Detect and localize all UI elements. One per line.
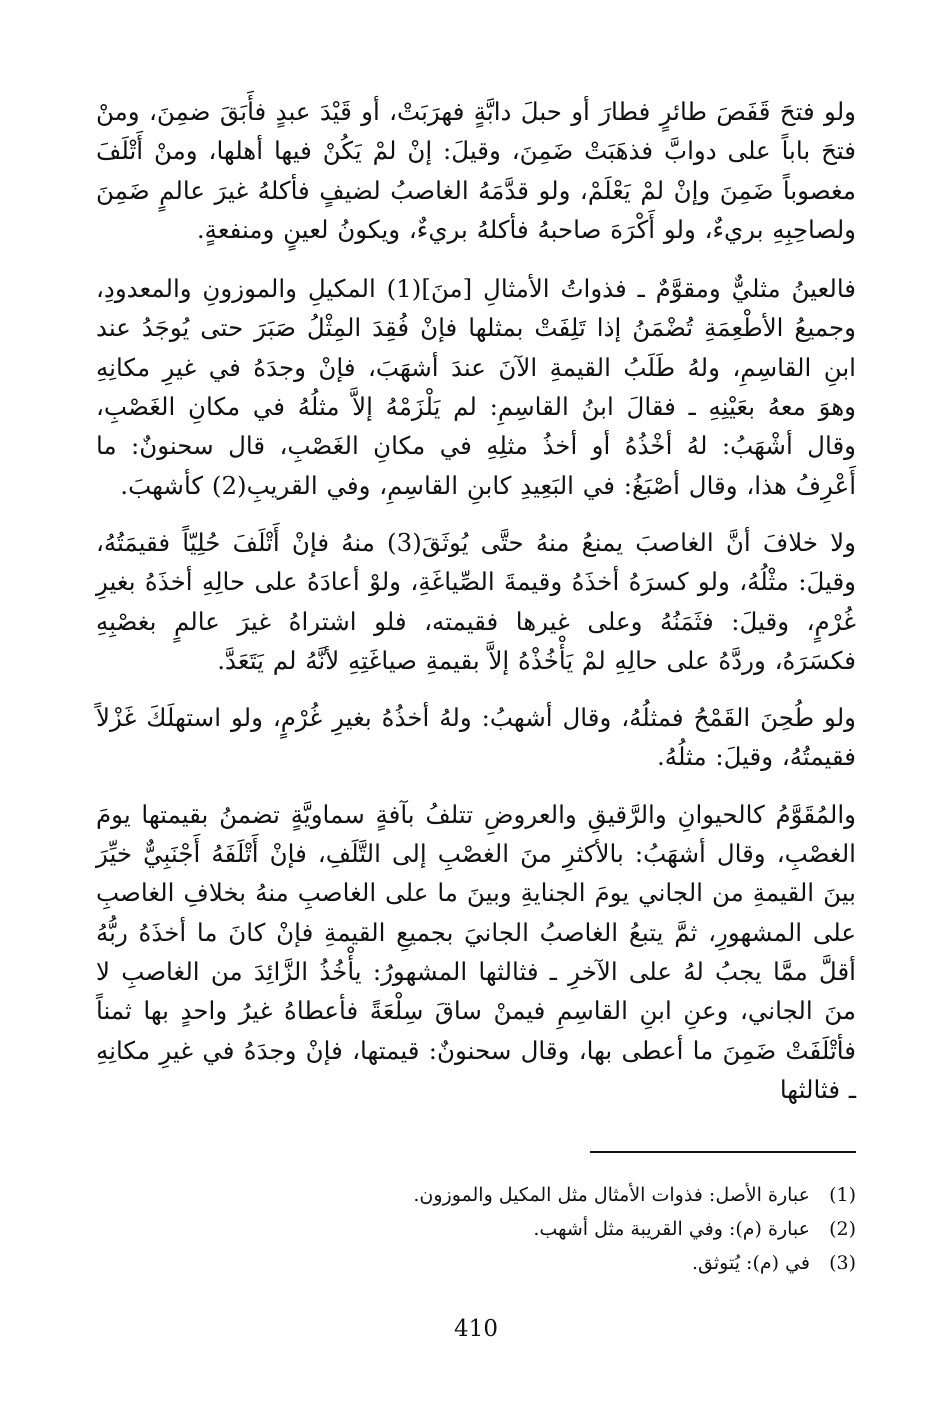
footnote-1 bbox=[300, 1178, 856, 1212]
page-number: 410 bbox=[454, 1316, 498, 1342]
paragraph-1: ولو فتحَ قَفَصَ طائرٍ فطارَ أو حبلَ دابَّةٍ فهرَبَتْ، أو قَيْدَ عبدٍ فأَبَقَ ضمِنَ، ومنْ فتحَ باباً على دوابَّ فذهَبَتْ ضَمِنَ، وقيلَ: إنْ لمْ يَكُنْ فيها أهلها، ومنْ أَتْلَفَ مغصوباً ضَمِنَ وإنْ لمْ يَعْلَمْ، ولو قدَّمَهُ الغاصبُ لضيفٍ فأكلهُ غيرَ عالمٍ ضَمِنَ ولصاحِبِهِ بريءٌ، ولو أَكْرَهَ صاحبهُ فأكلهُ بريءٌ، ويكونُ لعينٍ ومنفعةٍ. bbox=[96, 97, 856, 244]
footnote-text: في (م): يُتوثق. bbox=[692, 1252, 810, 1274]
footnote-number: (1) bbox=[829, 1184, 856, 1206]
paragraph-2: فالعينُ مثليٌّ ومقوَّمٌ ـ فذواتُ الأمثالِ [منَ](1) المكيلِ والموزونِ والمعدودِ، وجميعُ الأطْعِمَةِ تُضْمَنُ إذا تَلِفَتْ بمثلها فإنْ فُقِدَ المِثْلُ صَبَرَ حتى يُوجَدُ عند ابنِ القاسِمِ، ولهُ طَلَبُ القيمةِ الآنَ عندَ أشهَبَ، فإنْ وجدَهُ في غيرِ مكانِهِ وهوَ معهُ بعَيْنِهِ ـ فقالَ ابنُ القاسِمِ: لم يَلْزَمْهُ إلاَّ مثلُهُ في مكانِ الغَصْبِ، وقال أشْهَبُ: لهُ أخْذُهُ أو أخذُ مثلِهِ في مكانِ الغَصْبِ، قال سحنونٌ: ما أَعْرِفُ هذا، وقال أصْبَغُ: في البَعِيدِ كابنِ القاسِمِ، وفي القريبِ(2) كأشهبَ. bbox=[96, 274, 856, 500]
paragraph-4: ولو طُحِنَ القَمْحُ فمثلُهُ، وقال أشهبُ: ولهُ أخذُهُ بغيرِ غُرْمٍ، ولو استهلَكَ غَزْلاً فقيمتُهُ، وقيلَ: مثلُهُ. bbox=[96, 703, 856, 772]
paragraph-5: والمُقَوَّمُ كالحيوانِ والرَّقيقِ والعروضِ تتلفُ بآفةٍ سماويَّةٍ تضمنُ بقيمتها يومَ الغصْبِ، وقال أشهَبُ: بالأكثرِ منَ الغصْبِ إلى التَّلَفِ، فإنْ أَتْلَفَهُ أَجْنَبِيٌّ خيِّرَ بينَ القيمةِ من الجاني يومَ الجنايةِ وبينَ ما على الغاصبِ منهُ بخلافِ الغاصبِ على المشهورِ، ثمَّ يتبعُ الغاصبُ الجانيَ بجميعِ القيمةِ فإنْ كانَ ما أخذَهُ ربُّهُ أقلَّ ممَّا يجبُ لهُ على الآخرِ ـ فثالثها المشهورُ: يأْخُذُ الزَّائِدَ من الغاصبِ لا منَ الجاني، وعنِ ابنِ القاسِمِ فيمنْ ساقَ سِلْعَةً فأعطاهُ غيرُ واحدٍ بها ثمناً فأتْلَفَتْ ضَمِنَ ما أعطى بها، وقال سحنونٌ: قيمتها، فإنْ وجدَهُ في غيرِ مكانِهِ ـ فثالثها bbox=[96, 799, 856, 1104]
main-text bbox=[96, 92, 856, 1109]
footnote-divider bbox=[590, 1151, 856, 1153]
footnote-3 bbox=[300, 1246, 856, 1280]
footnote-text: عبارة (م): وفي القريبة مثل أشهب. bbox=[533, 1218, 810, 1240]
footnote-number: (2) bbox=[829, 1218, 856, 1240]
footnotes bbox=[300, 1178, 856, 1280]
footnote-text: عبارة الأصل: فذوات الأمثال مثل المكيل والموزون. bbox=[413, 1184, 810, 1206]
footnote-number: (3) bbox=[829, 1252, 856, 1274]
footnote-2 bbox=[300, 1212, 856, 1246]
paragraph-3: ولا خلافَ أنَّ الغاصبَ يمنعُ منهُ حتَّى يُوثَقَ(3) منهُ فإنْ أَتْلَفَ حُلِيّاً فقيمَتُهُ، وقيلَ: مثْلُهُ، ولو كسرَهُ أخذَهُ وقيمةَ الصِّياغَةِ، ولوْ أعادَهُ على حالِهِ أخذَهُ بغيرِ غُرْمٍ، وقيلَ: فثَمَنُهُ وعلى غيرها فقيمته، فلو اشتراهُ غيرَ عالمٍ بغصْبِهِ فكسَرَهُ، وردَّهُ على حالِهِ لمْ يَأْخُذْهُ إلاَّ بقيمةِ صياغَتِهِ لأنَّهُ لم يَتَعَدَّ. bbox=[96, 527, 856, 675]
